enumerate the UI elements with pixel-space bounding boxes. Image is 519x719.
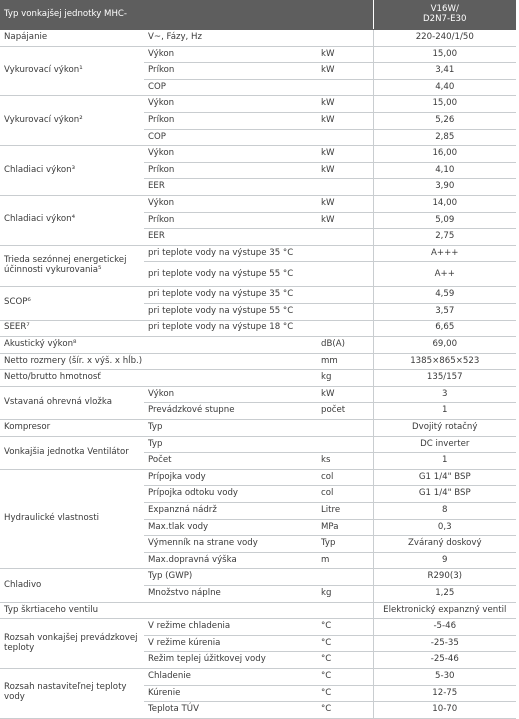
row-unit: kW: [317, 63, 373, 80]
row-value: G1 1/4" BSP: [373, 486, 516, 503]
row-param: COP: [144, 129, 317, 146]
row-param: V režime kúrenia: [144, 635, 317, 652]
row-unit: kW: [317, 212, 373, 229]
row-group-label: Akustický výkon⁸: [0, 337, 317, 354]
row-unit: [317, 303, 373, 320]
row-value: 4,40: [373, 79, 516, 96]
row-unit: °C: [317, 619, 373, 636]
row-value: 5,09: [373, 212, 516, 229]
row-value: 1,25: [373, 586, 516, 603]
row-unit: [317, 129, 373, 146]
row-group-label: Netto/brutto hmotnosť: [0, 370, 317, 387]
row-unit: [317, 320, 373, 337]
row-unit: kg: [317, 370, 373, 387]
row-unit: col: [317, 486, 373, 503]
row-unit: col: [317, 469, 373, 486]
row-param: Počet: [144, 453, 317, 470]
row-value: -25-46: [373, 652, 516, 669]
row-value: 135/157: [373, 370, 516, 387]
row-param: pri teplote vody na výstupe 55 °C: [144, 303, 317, 320]
row-value: 10-70: [373, 702, 516, 719]
row-unit: [317, 179, 373, 196]
table-row: [0, 46, 516, 63]
table-row: [0, 436, 516, 453]
row-param: Množstvo náplne: [144, 586, 317, 603]
row-value: 2,75: [373, 229, 516, 246]
row-param: Max.tlak vody: [144, 519, 317, 536]
row-value: 2,85: [373, 129, 516, 146]
row-unit: °C: [317, 685, 373, 702]
row-param: pri teplote vody na výstupe 35 °C: [144, 287, 317, 304]
row-unit: kW: [317, 195, 373, 212]
row-unit: [317, 30, 373, 47]
row-unit: dB(A): [317, 337, 373, 354]
row-param: Režim teplej úžitkovej vody: [144, 652, 317, 669]
row-value: 220-240/1/50: [373, 30, 516, 47]
row-value: 3,41: [373, 63, 516, 80]
row-group-label: SCOP⁶: [0, 287, 144, 320]
row-group-label: Trieda sezónnej energetickej účinnosti vykurovania⁵: [0, 245, 144, 287]
row-unit: kg: [317, 586, 373, 603]
row-param: pri teplote vody na výstupe 55 °C: [144, 262, 317, 287]
table-row: [0, 420, 516, 437]
row-unit: MPa: [317, 519, 373, 536]
row-param: Výkon: [144, 46, 317, 63]
row-unit: kW: [317, 162, 373, 179]
row-param: Typ: [144, 420, 317, 437]
row-group-label: Vykurovací výkon²: [0, 96, 144, 146]
row-value: 69,00: [373, 337, 516, 354]
row-param: Max.dopravná výška: [144, 552, 317, 569]
row-param: Výkon: [144, 96, 317, 113]
row-unit: °C: [317, 652, 373, 669]
row-value: 1: [373, 453, 516, 470]
row-param: V~, Fázy, Hz: [144, 30, 317, 47]
table-row: [0, 30, 516, 47]
row-value: DC inverter: [373, 436, 516, 453]
row-group-label: Kompresor: [0, 420, 144, 437]
row-value: 16,00: [373, 146, 516, 163]
row-value: 0,3: [373, 519, 516, 536]
table-row: [0, 353, 516, 370]
row-group-label: Napájanie: [0, 30, 144, 47]
row-unit: kW: [317, 46, 373, 63]
row-value: 9: [373, 552, 516, 569]
row-value: 1: [373, 403, 516, 420]
row-param: COP: [144, 79, 317, 96]
row-unit: [317, 262, 373, 287]
row-unit: °C: [317, 635, 373, 652]
row-value: 1385×865×523: [373, 353, 516, 370]
row-param: Prevádzkové stupne: [144, 403, 317, 420]
row-param: Výkon: [144, 195, 317, 212]
row-group-label: Netto rozmery (šír. x výš. x hĺb.): [0, 353, 317, 370]
row-value: 5-30: [373, 668, 516, 685]
row-value: 4,10: [373, 162, 516, 179]
row-value: 3: [373, 386, 516, 403]
row-param: Chladenie: [144, 668, 317, 685]
row-param: Typ: [144, 436, 317, 453]
row-value: 15,00: [373, 96, 516, 113]
row-param: Výmenník na strane vody: [144, 536, 317, 553]
row-value: 6,65: [373, 320, 516, 337]
header-model-line1: V16W/: [430, 3, 459, 14]
row-group-label: Rozsah nastaviteľnej teploty vody: [0, 668, 144, 718]
table-row: [0, 370, 516, 387]
row-group-label: Chladiaci výkon³: [0, 146, 144, 196]
row-unit: [317, 229, 373, 246]
row-param: Kúrenie: [144, 685, 317, 702]
row-unit: počet: [317, 403, 373, 420]
row-value: 12-75: [373, 685, 516, 702]
row-unit: [317, 245, 373, 262]
row-unit: [317, 420, 373, 437]
row-value: 14,00: [373, 195, 516, 212]
row-unit: kW: [317, 386, 373, 403]
row-group-label: Chladiaci výkon⁴: [0, 195, 144, 245]
row-group-label: SEER⁷: [0, 320, 144, 337]
row-unit: [317, 287, 373, 304]
table-row: [0, 96, 516, 113]
row-param: Teplota TÚV: [144, 702, 317, 719]
row-unit: kW: [317, 112, 373, 129]
row-unit: [317, 79, 373, 96]
row-unit: m: [317, 552, 373, 569]
table-row: [0, 469, 516, 486]
row-value: 15,00: [373, 46, 516, 63]
table-row: [0, 195, 516, 212]
row-param: Výkon: [144, 386, 317, 403]
row-unit: °C: [317, 668, 373, 685]
header-title: Typ vonkajšej jednotky MHC-: [0, 0, 373, 30]
row-value: 4,59: [373, 287, 516, 304]
row-param: Typ (GWP): [144, 569, 317, 586]
row-value: Elektronický expanzný ventil: [373, 602, 516, 619]
row-unit: ks: [317, 453, 373, 470]
row-value: A++: [373, 262, 516, 287]
table-row: [0, 245, 516, 262]
row-unit: kW: [317, 146, 373, 163]
row-value: 3,90: [373, 179, 516, 196]
row-group-label: Vykurovací výkon¹: [0, 46, 144, 96]
row-unit: kW: [317, 96, 373, 113]
row-param: Príkon: [144, 112, 317, 129]
row-param: Prípojka vody: [144, 469, 317, 486]
table-header-row: [0, 0, 516, 30]
table-row: [0, 337, 516, 354]
row-unit: [317, 436, 373, 453]
row-param: EER: [144, 179, 317, 196]
row-value: 8: [373, 503, 516, 520]
table-row: [0, 602, 516, 619]
row-param: Príkon: [144, 63, 317, 80]
header-model: [373, 0, 516, 30]
row-group-label: Chladivo: [0, 569, 144, 602]
row-group-label: Vstavaná ohrevná vložka: [0, 386, 144, 419]
row-param: EER: [144, 229, 317, 246]
row-value: R290(3): [373, 569, 516, 586]
row-value: 5,26: [373, 112, 516, 129]
table-row: [0, 287, 516, 304]
row-param: Expanzná nádrž: [144, 503, 317, 520]
row-value: -5-46: [373, 619, 516, 636]
row-value: Zváraný doskový: [373, 536, 516, 553]
table-row: [0, 386, 516, 403]
table-row: [0, 320, 516, 337]
row-value: G1 1/4" BSP: [373, 469, 516, 486]
row-param: V režime chladenia: [144, 619, 317, 636]
header-model-line2: D2N7-E30: [423, 13, 467, 24]
row-param: Príkon: [144, 212, 317, 229]
row-unit: Typ: [317, 536, 373, 553]
table-row: [0, 146, 516, 163]
row-group-label: Rozsah vonkajšej prevádzkovej teploty: [0, 619, 144, 669]
row-group-label: Typ škrtiaceho ventilu: [0, 602, 373, 619]
table-row: [0, 569, 516, 586]
row-unit: mm: [317, 353, 373, 370]
row-value: Dvojitý rotačný: [373, 420, 516, 437]
row-param: Výkon: [144, 146, 317, 163]
row-param: Príkon: [144, 162, 317, 179]
row-value: -25-35: [373, 635, 516, 652]
table-row: [0, 619, 516, 636]
row-param: Prípojka odtoku vody: [144, 486, 317, 503]
row-param: pri teplote vody na výstupe 35 °C: [144, 245, 317, 262]
row-unit: [317, 569, 373, 586]
row-param: pri teplote vody na výstupe 18 °C: [144, 320, 317, 337]
row-value: 3,57: [373, 303, 516, 320]
row-value: A+++: [373, 245, 516, 262]
table-row: [0, 668, 516, 685]
row-group-label: Vonkajšia jednotka Ventilátor: [0, 436, 144, 469]
row-unit: °C: [317, 702, 373, 719]
row-group-label: Hydraulické vlastnosti: [0, 469, 144, 569]
row-unit: Litre: [317, 503, 373, 520]
